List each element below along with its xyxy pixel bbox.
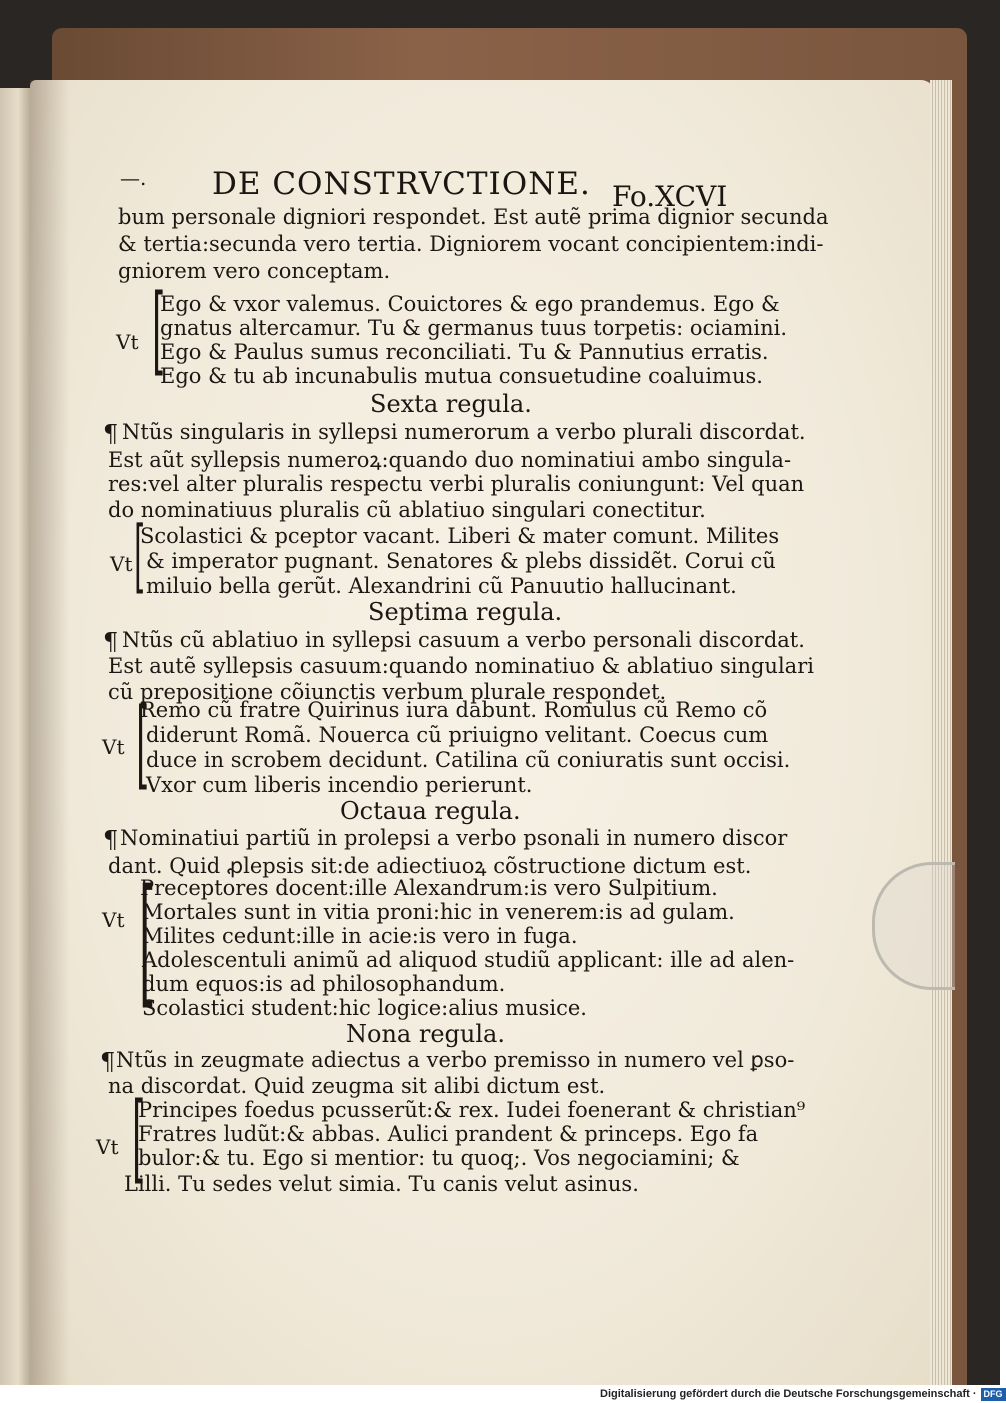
text-line: Est autẽ syllepsis casuum:quando nominatiuo & ablatiuo singulari xyxy=(108,654,814,678)
pilcrow: ¶ xyxy=(103,420,119,448)
text-line: bum personale digniori respondet. Est autẽ prima dignior secunda xyxy=(118,205,829,229)
vt-label: Vt xyxy=(102,908,125,932)
example-line: Principes foedus pcusserũt:& rex. Iudei foenerant & christian⁹ xyxy=(138,1098,806,1122)
example-line: Scolastici & pceptor vacant. Liberi & mater comunt. Milites xyxy=(140,524,780,548)
pilcrow: ¶ xyxy=(100,1048,116,1076)
example-line: dum equos:is ad philosophandum. xyxy=(142,972,506,996)
pilcrow: ¶ xyxy=(103,628,119,656)
facing-page-edge xyxy=(0,88,30,1385)
vt-label: Vt xyxy=(102,735,125,759)
bracket: [ xyxy=(132,1082,146,1194)
folio-number: Fo.XCVI xyxy=(612,180,728,213)
pilcrow: ¶ xyxy=(103,826,119,854)
running-header: DE CONSTRVCTIONE. xyxy=(212,166,591,202)
vt-label: Vt xyxy=(96,1135,119,1159)
example-line: Scolastici student:hic logice:alius musice. xyxy=(142,996,587,1020)
example-line: Lilli. Tu sedes velut simia. Tu canis velut asinus. xyxy=(124,1172,639,1196)
example-line: miluio bella gerũt. Alexandrini cũ Panuutio hallucinant. xyxy=(146,574,737,598)
page-gutter-shadow xyxy=(30,80,70,1385)
example-line: Mortales sunt in vitia proni:hic in venerem:is ad gulam. xyxy=(142,900,735,924)
example-line: Milites cedunt:ille in acie:is vero in fuga. xyxy=(142,924,578,948)
bracket: [ xyxy=(152,274,166,386)
text-line: dant. Quid ꝓlepsis sit:de adiectiuoꝝ cõstructione dictum est. xyxy=(108,854,752,878)
funding-text: Digitalisierung gefördert durch die Deutsche Forschungsgemeinschaft · xyxy=(600,1388,977,1400)
text-line: cũ prepositione cõiunctis verbum plurale respondet. xyxy=(108,680,667,704)
example-line: Ego & vxor valemus. Couictores & ego prandemus. Ego & xyxy=(160,292,780,316)
example-line: Ego & tu ab incunabulis mutua consuetudine coaluimus. xyxy=(160,364,763,388)
vt-label: Vt xyxy=(116,330,139,354)
text-line: Nominatiui partiũ in prolepsi a verbo psonali in numero discor xyxy=(120,826,788,850)
text-line: Ntũs in zeugmate adiectus a verbo premisso in numero vel ꝑso- xyxy=(116,1048,795,1072)
text-line: gniorem vero conceptam. xyxy=(118,259,391,283)
example-line: bulor:& tu. Ego si mentior: tu quoq;. Vos negociamini; & xyxy=(138,1146,740,1170)
example-line: duce in scrobem decidunt. Catilina cũ coniuratis sunt occisi. xyxy=(146,748,791,772)
header-mark: —. xyxy=(120,166,147,190)
text-line: Est aũt syllepsis numeroꝝ:quando duo nominatiui ambo singula- xyxy=(108,448,792,472)
example-line: Vxor cum liberis incendio perierunt. xyxy=(146,773,533,797)
bracket: [ xyxy=(139,860,156,1023)
example-line: Adolescentuli animũ ad aliquod studiũ applicant: ille ad alen- xyxy=(142,948,795,972)
dfg-logo: DFG xyxy=(981,1388,1006,1401)
text-line: res:vel alter pluralis respectu verbi pluralis coniungunt: Vel quan xyxy=(108,472,805,496)
example-line: gnatus altercamur. Tu & germanus tuus torpetis: ociamini. xyxy=(160,316,788,340)
section-heading: Octaua regula. xyxy=(340,797,521,825)
section-heading: Nona regula. xyxy=(346,1020,505,1048)
text-line: do nominatiuus pluralis cũ ablatiuo singulari conectitur. xyxy=(108,498,706,522)
page-edges xyxy=(930,80,952,1385)
bracket: [ xyxy=(136,688,150,800)
example-line: Ego & Paulus sumus reconciliati. Tu & Pannutius erratis. xyxy=(160,340,769,364)
section-heading: Septima regula. xyxy=(368,598,563,626)
text-line: & tertia:secunda vero tertia. Digniorem vocant concipientem:indi- xyxy=(118,232,824,256)
section-heading: Sexta regula. xyxy=(370,390,532,418)
example-line: diderunt Romã. Nouerca cũ priuigno velitant. Coecus cum xyxy=(146,723,769,747)
example-line: & imperator pugnant. Senatores & plebs dissidẽt. Corui cũ xyxy=(146,549,776,573)
vt-label: Vt xyxy=(110,552,133,576)
text-line: Ntũs singularis in syllepsi numerorum a verbo plurali discordat. xyxy=(122,420,806,444)
bracket: [ xyxy=(134,509,146,602)
funding-credit xyxy=(600,1386,1006,1403)
example-line: Preceptores docent:ille Alexandrum:is vero Sulpitium. xyxy=(140,876,718,900)
text-line: na discordat. Quid zeugma sit alibi dictum est. xyxy=(108,1074,606,1098)
example-line: Remo cũ fratre Quirinus iura dabunt. Romulus cũ Remo cõ xyxy=(140,698,768,722)
text-line: Ntũs cũ ablatiuo in syllepsi casuum a verbo personali discordat. xyxy=(122,628,805,652)
example-line: Fratres ludũt:& abbas. Aulici prandent & princeps. Ego fa xyxy=(138,1122,759,1146)
